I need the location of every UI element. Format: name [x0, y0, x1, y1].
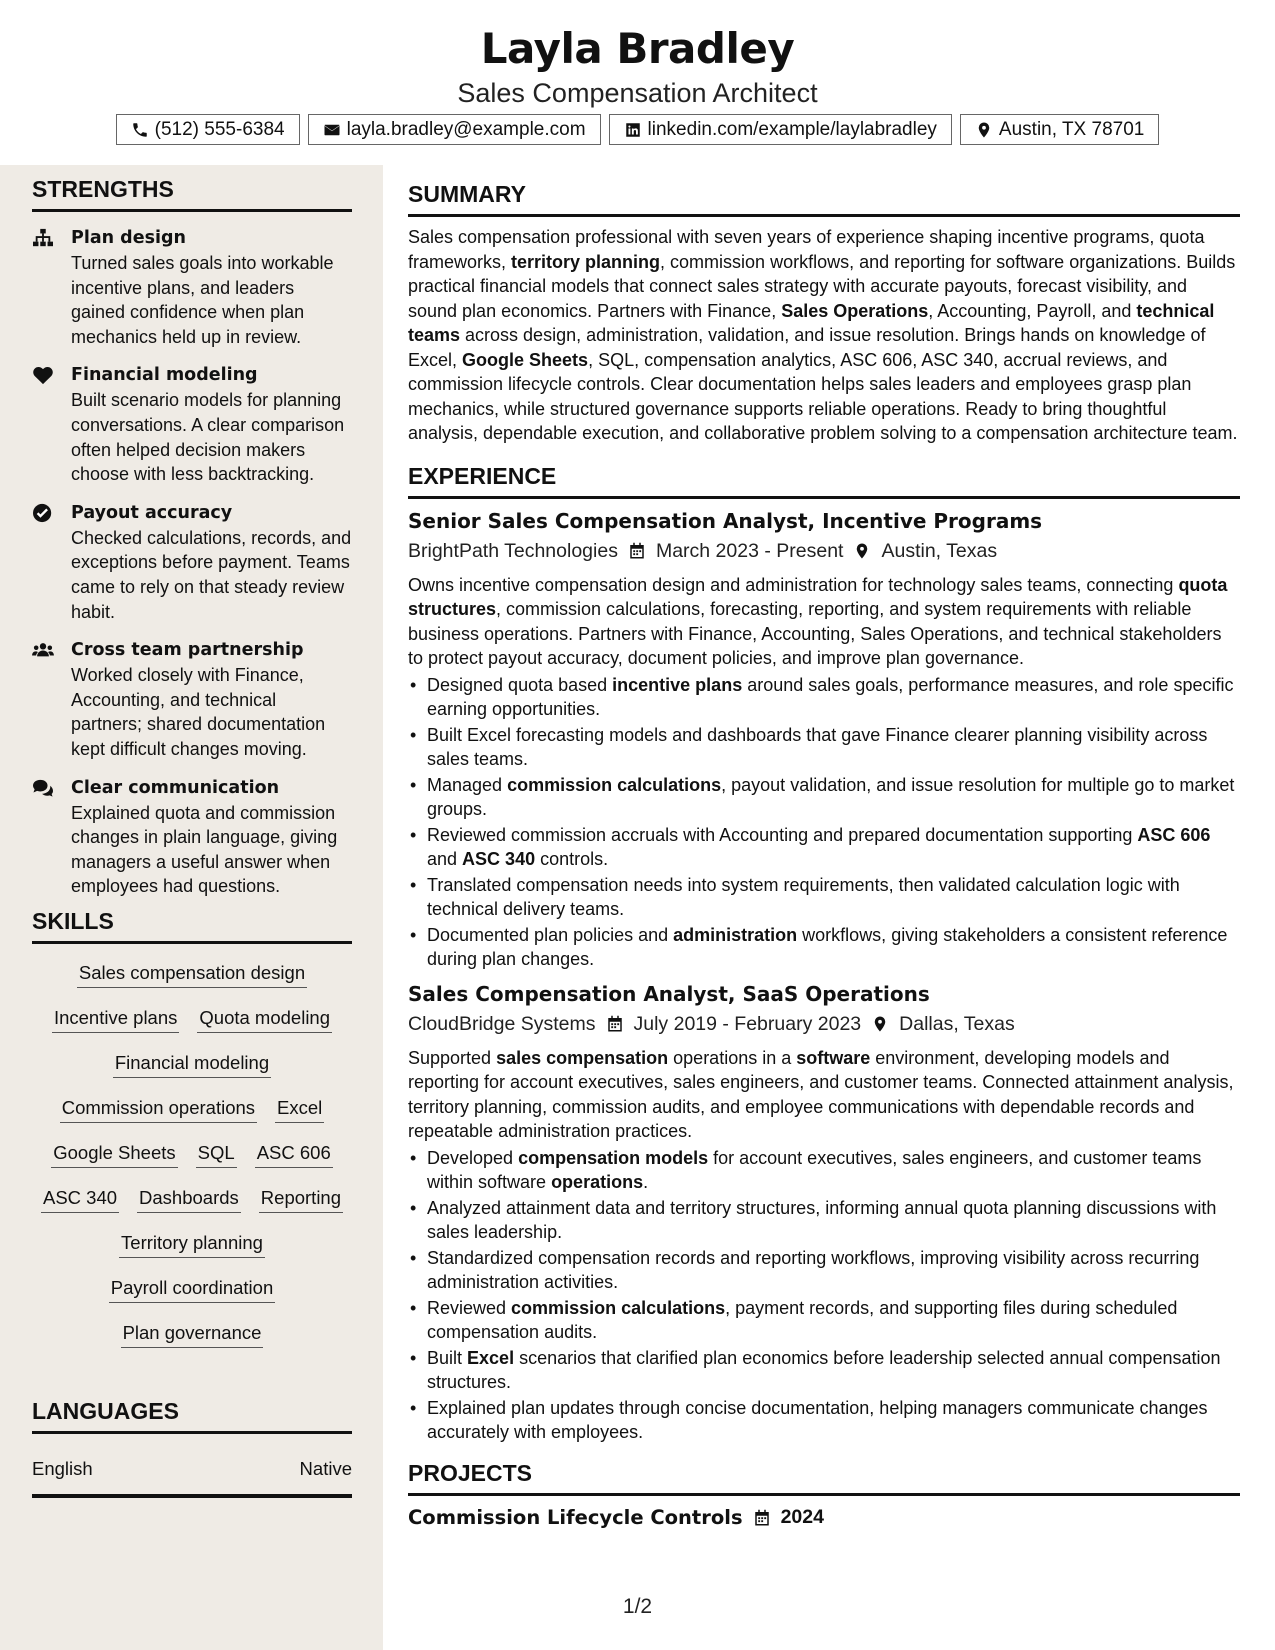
summary-heading: SUMMARY	[408, 180, 1240, 217]
job-dates: July 2019 - February 2023	[633, 1012, 862, 1035]
list-item: • Standardized compensation records and reporting workflows, improving visibility across recurring administration activities.	[408, 1246, 1240, 1295]
email-text: layla.bradley@example.com	[346, 118, 586, 140]
skills-heading: SKILLS	[32, 907, 352, 944]
location-text: Austin, TX 78701	[998, 118, 1145, 140]
users-icon	[32, 640, 54, 660]
strength-text: Explained quota and commission changes in plain language, giving managers a useful answer when employees had questions.	[71, 802, 338, 897]
experience-heading: EXPERIENCE	[408, 462, 1240, 499]
list-item: • Built Excel scenarios that clarified plan economics before leadership selected annual compensation structures.	[408, 1346, 1240, 1395]
skill-tag: Dashboards	[137, 1187, 241, 1213]
strength-text: Turned sales goals into workable incentive plans, and leaders gained confidence when plan mechanics held up in review.	[71, 253, 334, 347]
job-meta	[408, 1010, 1240, 1038]
strengths-section	[32, 175, 352, 899]
job-entry	[408, 507, 1240, 972]
list-item: • Developed compensation models for account executives, sales engineers, and customer teams within software operations.	[408, 1146, 1240, 1195]
skill-tag: ASC 340	[41, 1187, 119, 1213]
strengths-heading: STRENGTHS	[32, 175, 352, 212]
strength-title: Cross team partnership	[71, 640, 304, 661]
skill-tag: Reporting	[259, 1187, 343, 1213]
projects-heading: PROJECTS	[408, 1459, 1240, 1496]
comments-icon	[32, 778, 54, 798]
candidate-title: Sales Compensation Architect	[457, 78, 818, 108]
location-chip[interactable]	[960, 114, 1159, 145]
strength-title: Payout accuracy	[71, 502, 233, 523]
strength-title: Clear communication	[71, 777, 280, 798]
language-name: English	[32, 1458, 93, 1479]
resume-header	[0, 22, 1275, 110]
check-circle-icon	[32, 503, 54, 523]
strength-title: Financial modeling	[71, 365, 258, 386]
language-level: Native	[299, 1458, 352, 1479]
skill-tag: Excel	[275, 1097, 324, 1123]
candidate-name: Layla Bradley	[480, 24, 795, 73]
skill-tag: SQL	[196, 1142, 237, 1168]
strength-item	[32, 638, 352, 761]
list-item: • Translated compensation needs into system requirements, then validated calculation logic with technical delivery teams.	[408, 873, 1240, 922]
job-title: Sales Compensation Analyst, SaaS Operations	[408, 981, 930, 1006]
map-pin-icon	[853, 542, 871, 560]
job-bullets	[408, 1146, 1240, 1445]
phone-icon	[131, 121, 149, 139]
calendar-icon	[606, 1015, 624, 1033]
project-entry	[408, 1504, 1240, 1532]
list-item: • Documented plan policies and administration workflows, giving stakeholders a consistent reference during plan changes.	[408, 923, 1240, 972]
map-pin-icon	[871, 1015, 889, 1033]
job-meta	[408, 537, 1240, 565]
list-item: • Built Excel forecasting models and dashboards that gave Finance clearer planning visibility across sales teams.	[408, 723, 1240, 772]
strength-text: Checked calculations, records, and exceptions before payment. Teams came to rely on that steady review habit.	[71, 527, 352, 622]
skill-tag: Territory planning	[119, 1232, 265, 1258]
summary-text: Sales compensation professional with seven years of experience shaping incentive programs, quota frameworks, territory planning, commission workflows, and reporting for software organizations. Builds practical financial models that connect sales strategy with accurate payouts, forecast visibility, and sound plan economics. Partners with Finance, Sales Operations, Accounting, Payroll, and technical teams across design, administration, validation, and issue resolution. Brings hands on knowledge of Excel, Google Sheets, SQL, compensation analytics, ASC 606, ASC 340, accrual reviews, and commission lifecycle controls. Clear documentation helps sales leaders and employees grasp plan mechanics, while structured governance supports reliable operations. Ready to bring thoughtful analysis, dependable execution, and collaborative problem solving to a compensation architecture team.	[408, 227, 1238, 443]
job-description: Owns incentive compensation design and administration for technology sales teams, connecting quota structures, commission calculations, forecasting, reporting, and system requirements with reliable business operations. Partners with Finance, Accounting, Sales Operations, and technical stakeholders to protect payout accuracy, document policies, and improve plan governance.	[408, 574, 1228, 668]
skill-tag: Quota modeling	[197, 1007, 332, 1033]
map-pin-icon	[975, 121, 993, 139]
job-company: CloudBridge Systems	[408, 1012, 596, 1035]
list-item: • Analyzed attainment data and territory structures, informing annual quota planning discussions with sales leadership.	[408, 1196, 1240, 1245]
heart-icon	[32, 365, 54, 385]
sidebar	[0, 165, 383, 1650]
list-item: • Reviewed commission accruals with Accounting and prepared documentation supporting ASC 606 and ASC 340 controls.	[408, 823, 1240, 872]
linkedin-icon	[624, 121, 642, 139]
skill-tag: Plan governance	[121, 1322, 264, 1348]
strength-item	[32, 501, 352, 624]
list-item: • Explained plan updates through concise documentation, helping managers communicate changes accurately with employees.	[408, 1396, 1240, 1445]
job-location: Dallas, Texas	[899, 1012, 1015, 1035]
email-chip[interactable]	[308, 114, 601, 145]
job-company: BrightPath Technologies	[408, 539, 618, 562]
main-content	[408, 180, 1240, 1532]
contact-bar	[0, 114, 1275, 145]
calendar-icon	[628, 542, 646, 560]
languages-heading: LANGUAGES	[32, 1397, 352, 1434]
skill-tag: Payroll coordination	[109, 1277, 275, 1303]
skill-tag: Sales compensation design	[77, 962, 307, 988]
job-title: Senior Sales Compensation Analyst, Incentive Programs	[408, 508, 1043, 533]
phone-text: (512) 555-6384	[154, 118, 285, 140]
project-title: Commission Lifecycle Controls	[408, 1505, 743, 1529]
skill-tag: Google Sheets	[51, 1142, 177, 1168]
strength-item	[32, 226, 352, 349]
job-location: Austin, Texas	[881, 539, 998, 562]
envelope-icon	[323, 121, 341, 139]
linkedin-chip[interactable]	[609, 114, 952, 145]
linkedin-text: linkedin.com/example/laylabradley	[647, 118, 937, 140]
list-item: • Reviewed commission calculations, payment records, and supporting files during scheduled compensation audits.	[408, 1296, 1240, 1345]
calendar-icon	[753, 1509, 771, 1527]
skills-list	[32, 952, 352, 1357]
list-item: • Designed quota based incentive plans around sales goals, performance measures, and role specific earning opportunities.	[408, 673, 1240, 722]
skill-tag: Incentive plans	[52, 1007, 179, 1033]
strength-item	[32, 776, 352, 899]
job-entry	[408, 980, 1240, 1445]
skill-tag: Financial modeling	[113, 1052, 271, 1078]
job-dates: March 2023 - Present	[655, 539, 844, 562]
page-number: 1/2	[622, 1595, 653, 1618]
strength-item	[32, 363, 352, 486]
phone-chip[interactable]	[116, 114, 300, 145]
strength-text: Built scenario models for planning conversations. A clear comparison often helped decision makers choose with less backtracking.	[71, 390, 345, 485]
strength-title: Plan design	[71, 228, 186, 248]
skill-tag: Commission operations	[60, 1097, 257, 1123]
job-bullets	[408, 673, 1240, 972]
strength-text: Worked closely with Finance, Accounting, and technical partners; shared documentation kept difficult changes moving.	[71, 665, 326, 759]
project-year: 2024	[780, 1506, 824, 1528]
skill-tag: ASC 606	[255, 1142, 333, 1168]
languages-section	[32, 1397, 352, 1498]
job-description: Supported sales compensation operations in a software environment, developing models and reporting for account executives, sales engineers, and customer teams. Connected attainment analysis, territory planning, commission audits, and employee communications with dependable records and repeatable administration practices.	[408, 1047, 1234, 1141]
language-row	[32, 1458, 352, 1498]
list-item: • Managed commission calculations, payout validation, and issue resolution for multiple go to market groups.	[408, 773, 1240, 822]
sitemap-icon	[32, 228, 54, 248]
skills-section	[32, 907, 352, 1357]
